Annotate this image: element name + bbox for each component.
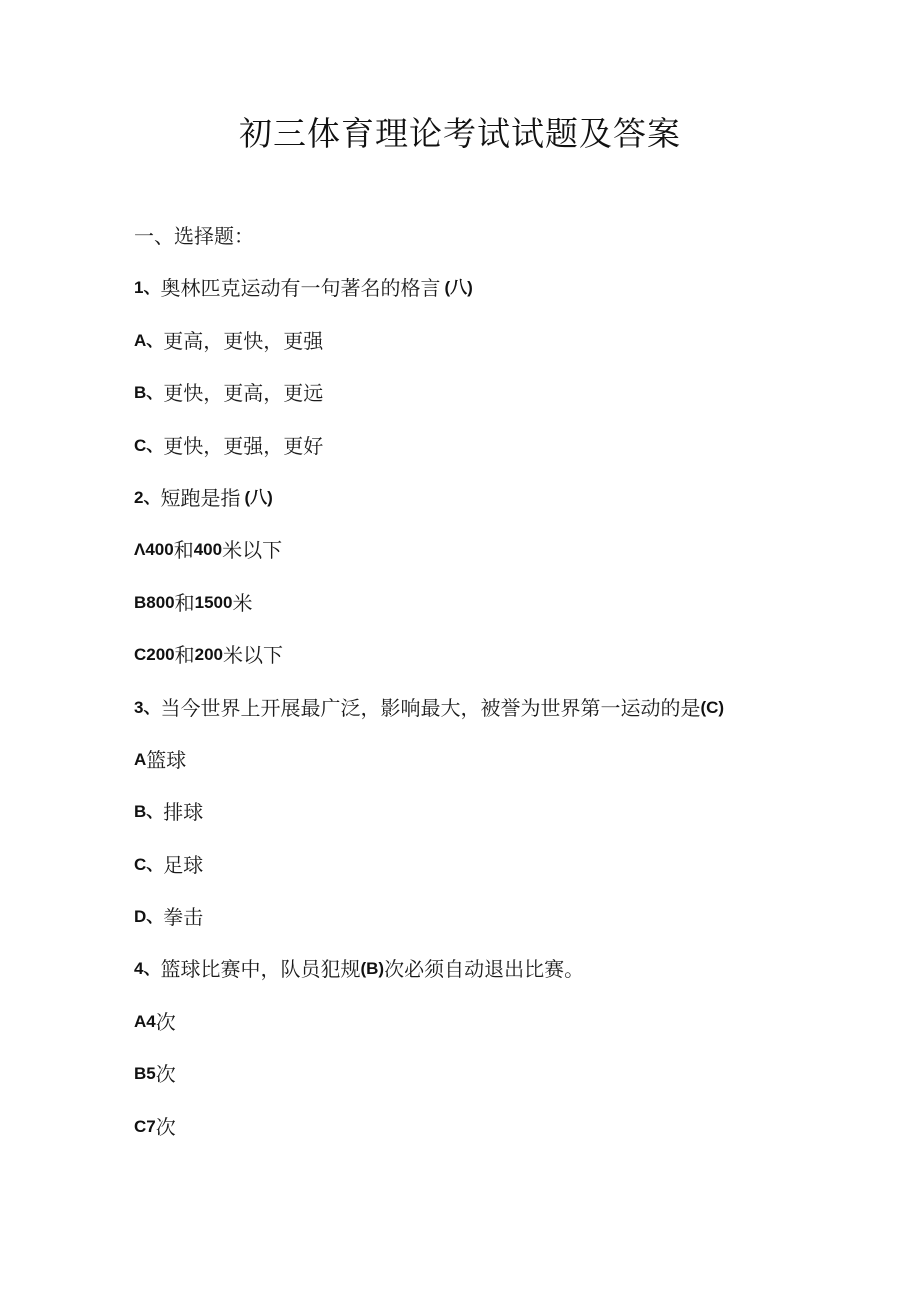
question-line	[134, 955, 854, 1007]
option-number: 200	[194, 645, 224, 665]
section-heading-text: 一、选择题：	[134, 224, 254, 248]
question-answer: (C)	[700, 697, 725, 717]
option-line	[134, 1060, 854, 1112]
option-line	[134, 851, 854, 903]
option-label: A、	[134, 330, 164, 350]
question-number: 4、	[134, 959, 161, 979]
question-line	[134, 274, 854, 326]
option-line	[134, 379, 854, 431]
option-line	[134, 589, 854, 641]
option-text: 更快，更强，更好	[163, 433, 324, 458]
option-line	[134, 798, 854, 850]
question-text: 短跑是指	[160, 485, 241, 510]
document-body	[134, 222, 854, 1165]
option-label: Λ400	[134, 540, 174, 560]
option-text-tail: 米以下	[222, 538, 283, 563]
question-number: 3、	[134, 697, 161, 717]
option-number: 1500	[194, 592, 233, 612]
option-line	[134, 327, 854, 379]
option-text-tail: 米	[232, 590, 253, 615]
option-line	[134, 1008, 854, 1060]
option-label: B、	[134, 383, 164, 403]
option-label: C、	[134, 435, 164, 455]
option-label: C7	[134, 1116, 156, 1136]
document-title: 初三体育理论考试试题及答案	[239, 114, 681, 153]
option-text: 更快，更高，更远	[163, 381, 324, 406]
option-text: 排球	[163, 800, 204, 825]
option-label: A4	[134, 1011, 156, 1031]
question-text: 奥林匹克运动有一句著名的格言	[160, 276, 441, 301]
question-number: 2、	[134, 487, 161, 507]
question-line	[134, 484, 854, 536]
question-answer: (八)	[244, 487, 273, 507]
question-answer: (八)	[444, 278, 473, 298]
option-line	[134, 903, 854, 955]
option-line	[134, 746, 854, 798]
option-number: 400	[193, 540, 223, 560]
question-answer: (B)	[360, 959, 385, 979]
option-text: 更高，更快，更强	[163, 328, 324, 353]
option-text: 次	[155, 1062, 176, 1087]
option-label: B、	[134, 802, 164, 822]
option-text: 拳击	[163, 905, 204, 930]
option-label: C、	[134, 854, 164, 874]
option-text: 次	[155, 1114, 176, 1139]
option-label: B5	[134, 1064, 156, 1084]
option-label: C200	[134, 645, 175, 665]
option-label: A	[134, 749, 147, 769]
question-text: 篮球比赛中，队员犯规	[160, 957, 361, 982]
option-line	[134, 536, 854, 588]
option-label: D、	[134, 907, 164, 927]
question-number: 1、	[134, 278, 161, 298]
option-label: B800	[134, 592, 175, 612]
section-heading	[134, 222, 854, 274]
question-text-tail: 次必须自动退出比赛。	[384, 957, 585, 982]
option-text: 篮球	[146, 747, 187, 772]
option-text: 和	[173, 538, 194, 563]
option-text-tail: 米以下	[223, 643, 284, 668]
option-line	[134, 432, 854, 484]
option-line	[134, 1113, 854, 1165]
question-text: 当今世界上开展最广泛，影响最大，被誉为世界第一运动的是	[160, 695, 701, 720]
option-line	[134, 641, 854, 693]
option-text: 次	[155, 1009, 176, 1034]
option-text: 和	[174, 643, 195, 668]
question-line	[134, 694, 854, 746]
option-text: 和	[174, 590, 195, 615]
option-text: 足球	[163, 852, 204, 877]
